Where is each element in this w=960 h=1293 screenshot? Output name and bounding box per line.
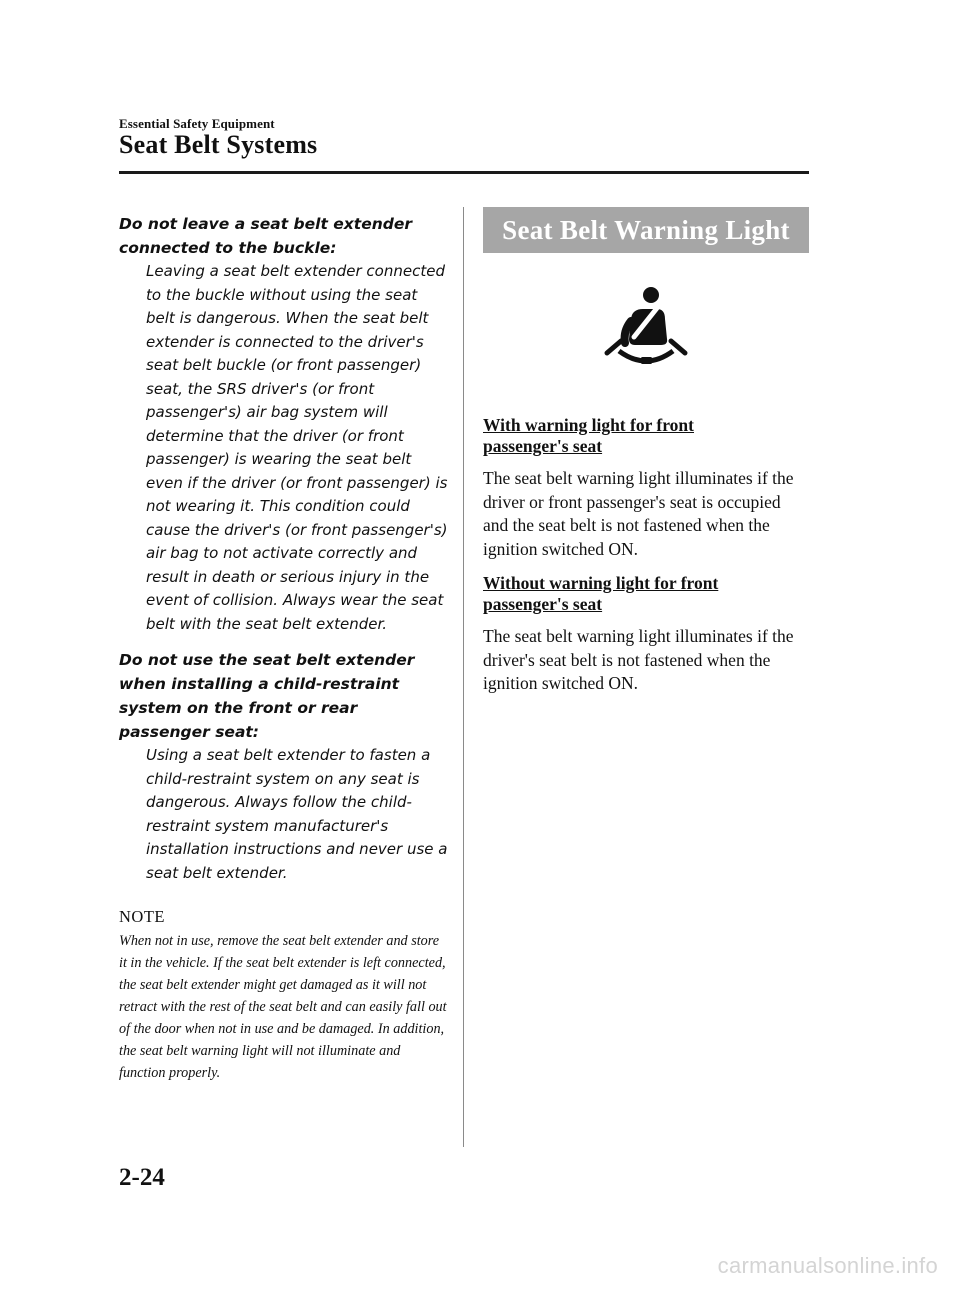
note-text: When not in use, remove the seat belt extender and store it in the vehicle. If the seat belt extender is left connected, the seat belt extender might get damaged as it will not retract with the rest of the seat belt and can easily fall out of the door when not in use and be damaged. In addition, the seat belt warning light will not illuminate and function properly. <box>119 933 447 1081</box>
warning-heading-extender-connected: Do not leave a seat belt extender connected to the buckle: <box>119 215 413 257</box>
paragraph-with-passenger-light: The seat belt warning light illuminates if the driver or front passenger's seat is occupied and the seat belt is not fastened when the ignition switched ON. <box>483 468 794 559</box>
subheading-with-passenger-light: With warning light for front passenger's seat <box>483 415 694 456</box>
warning-body-child-restraint: Using a seat belt extender to fasten a child-restraint system on any seat is dangerous. Always follow the child-restraint system manufacturer's installation instructions and never use a seat belt extender. <box>146 746 448 882</box>
warning-body-extender-connected: Leaving a seat belt extender connected to the buckle without using the seat belt is dangerous. When the seat belt extender is connected to the driver's seat belt buckle (or front passenger) seat, the SRS driver's (or front passenger's) air bag system will determine that the driver (or front passenger) is wearing the seat belt even if the driver (or front passenger) is not wearing it. This condition could cause the driver's (or front passenger's) air bag to not activate correctly and result in death or serious injury in the event of collision. Always wear the seat belt with the seat belt extender. <box>146 262 448 633</box>
page-title: Seat Belt Systems <box>119 130 318 159</box>
subheading-without-passenger-light: Without warning light for front passenger's seat <box>483 573 719 614</box>
right-column <box>483 207 809 696</box>
note-label: NOTE <box>119 907 165 926</box>
left-column <box>119 212 449 1084</box>
section-heading-bar: Seat Belt Warning Light <box>483 207 809 253</box>
watermark: carmanualsonline.info <box>717 1253 938 1278</box>
seat-belt-warning-icon <box>483 281 809 391</box>
paragraph-without-passenger-light: The seat belt warning light illuminates if the driver's seat belt is not fastened when the ignition switched ON. <box>483 626 794 693</box>
page-number: 2-24 <box>119 1164 165 1191</box>
warning-heading-child-restraint: Do not use the seat belt extender when installing a child-restraint system on the front or rear passenger seat: <box>119 651 415 741</box>
column-divider <box>463 207 464 1147</box>
section-label: Essential Safety Equipment <box>119 116 275 131</box>
header-rule <box>119 171 809 174</box>
